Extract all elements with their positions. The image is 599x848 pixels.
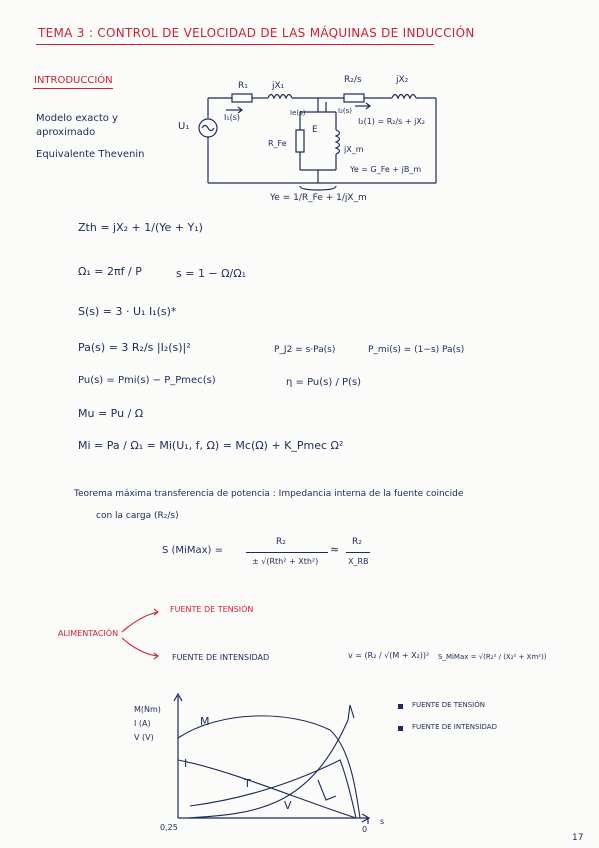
legend-current-source: FUENTE DE INTENSIDAD	[412, 723, 497, 731]
alimentacion-label: ALIMENTACIÓN	[58, 629, 119, 638]
s-power-equation: S(s) = 3 · U₁ I₁(s)*	[78, 305, 177, 318]
omega-equation: Ω₁ = 2πf / P	[78, 265, 142, 278]
page-number: 17	[572, 833, 584, 843]
approx-numerator: R₂	[352, 537, 362, 547]
i2-label: I₂(s)	[338, 107, 352, 115]
legend-marker-voltage	[398, 704, 403, 709]
x-start-label: 0,25	[160, 823, 178, 832]
page-title: TEMA 3 : CONTROL DE VELOCIDAD DE LAS MÁQUINAS DE INDUCCIÓN	[38, 26, 475, 40]
axis-label-m: M(Nm)	[134, 705, 161, 714]
intro-heading: INTRODUCCIÓN	[34, 75, 113, 86]
smimax-lhs: S (MiMax) =	[162, 545, 223, 556]
curve-label-i: I	[184, 757, 188, 770]
jx2-label: jX₂	[396, 75, 409, 85]
u1-label: U₁	[178, 121, 190, 132]
smimax-denominator: ± √(Rth² + Xth²)	[252, 557, 319, 566]
model-label: Modelo exacto y aproximado	[36, 113, 118, 138]
pcu2-equation: P_J2 = s·Pa(s)	[274, 345, 336, 355]
pu-equation: Pu(s) = Pmi(s) − P_Pmec(s)	[78, 375, 216, 386]
mu-equation: Mu = Pu / Ω	[78, 407, 144, 420]
thevenin-label: Equivalente Thevenin	[36, 149, 145, 160]
zth-equation: Zth = jX₂ + 1/(Ye + Y₁)	[78, 221, 203, 234]
i1-label: I₁(s)	[224, 113, 240, 122]
theorem-line-1: Teorema máxima transferencia de potencia : Impedancia interna de la fuente coincide	[74, 489, 464, 499]
ye-equation: Ye = G_Fe + jB_m	[350, 165, 422, 174]
theorem-line-2: con la carga (R₂/s)	[96, 511, 179, 521]
approx-sign: ≈	[330, 543, 340, 556]
x-end-label: 0	[362, 825, 368, 834]
smimax-numerator: R₂	[276, 537, 286, 547]
slip-equation: s = 1 − Ω/Ω₁	[176, 267, 247, 280]
legend-marker-current	[398, 726, 403, 731]
curve-v	[188, 720, 348, 818]
curve-label-m: M	[200, 715, 210, 728]
v-formula: v = (R₂ / √(M + X₂))²	[348, 651, 430, 660]
legend-voltage-source: FUENTE DE TENSIÓN	[412, 701, 485, 709]
ye-formula: Ye = 1/R_Fe + 1/jX_m	[270, 193, 367, 203]
pa-equation: Pa(s) = 3 R₂/s |I₂(s)|²	[78, 341, 191, 354]
curve-label-t: T	[244, 777, 251, 790]
pmi-equation: P_mi(s) = (1−s) Pa(s)	[368, 345, 465, 355]
eta-equation: η = Pu(s) / P(s)	[286, 377, 362, 388]
approx-denominator: X_RB	[348, 557, 369, 566]
axis-label-v: V (V)	[134, 733, 154, 742]
branch-current-source: FUENTE DE INTENSIDAD	[172, 653, 270, 662]
x-var-label: s	[380, 817, 385, 826]
mi-equation: Mi = Pa / Ω₁ = Mi(U₁, f, Ω) = Mc(Ω) + K_Pmec Ω²	[78, 439, 344, 452]
r1-label: R₁	[238, 81, 248, 91]
jxm-label: jX_m	[344, 145, 364, 154]
jx1-label: jX₁	[272, 81, 285, 91]
e-label: E	[312, 125, 318, 135]
rfe-label: R_Fe	[268, 139, 287, 148]
curve-label-v: V	[284, 799, 292, 812]
ie-label: Ie(s)	[290, 109, 306, 117]
axis-label-i: I (A)	[134, 719, 151, 728]
r2s-label: R₂/s	[344, 75, 362, 85]
branch-voltage-source: FUENTE DE TENSIÓN	[170, 605, 254, 614]
i2-equation: I₂(1) = R₂/s + jX₂	[358, 117, 426, 126]
smmax-formula: S_MiMax = √(R₂² / (X₂² + Xm²))	[438, 653, 547, 661]
